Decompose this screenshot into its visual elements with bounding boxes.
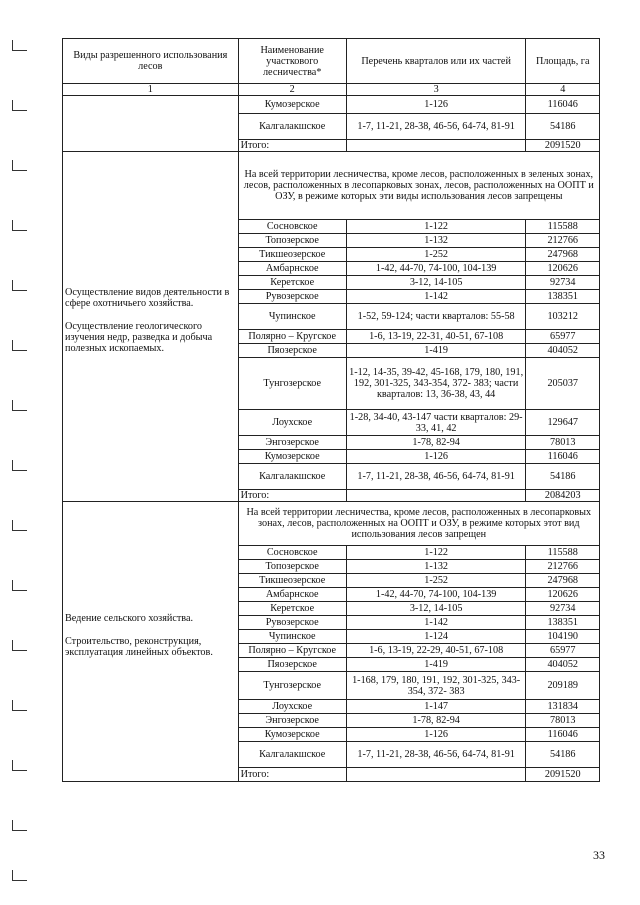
quarters: 1-126 [346, 96, 526, 114]
quarters: 1-132 [346, 560, 526, 574]
margin-mark [12, 580, 27, 591]
area: 115588 [526, 546, 600, 560]
forestry-name: Калгалакшское [238, 114, 346, 140]
quarters: 1-419 [346, 344, 526, 358]
column-number: 3 [346, 84, 526, 96]
area: 116046 [526, 96, 600, 114]
margin-mark [12, 520, 27, 531]
area: 92734 [526, 276, 600, 290]
table-row [63, 96, 600, 114]
use-types-cell [63, 152, 239, 502]
margin-mark [12, 340, 27, 351]
table-row [63, 502, 600, 546]
use-cell-empty [63, 96, 239, 152]
area: 65977 [526, 644, 600, 658]
forestry-name: Калгалакшское [238, 742, 346, 768]
column-number-row [63, 84, 600, 96]
forestry-name: Амбарнское [238, 588, 346, 602]
area: 404052 [526, 658, 600, 672]
quarters: 1-252 [346, 248, 526, 262]
quarters: 1-142 [346, 616, 526, 630]
use-type-text: Строительство, реконструкция, эксплуатация линейных объектов. [65, 636, 213, 658]
area: 54186 [526, 742, 600, 768]
area: 54186 [526, 464, 600, 490]
area: 104190 [526, 630, 600, 644]
quarters: 1-124 [346, 630, 526, 644]
area: 120626 [526, 588, 600, 602]
quarters: 1-168, 179, 180, 191, 192, 301-325, 343-354, 372- 383 [346, 672, 526, 700]
forestry-name: Тикшеозерское [238, 574, 346, 588]
header-quarters: Перечень кварталов или их частей [346, 39, 526, 84]
margin-mark [12, 400, 27, 411]
margin-mark [12, 870, 27, 881]
forestry-name: Кумозерское [238, 728, 346, 742]
forestry-name: Чупинское [238, 304, 346, 330]
column-number: 1 [63, 84, 239, 96]
forestry-name: Лоухское [238, 410, 346, 436]
area: 247968 [526, 248, 600, 262]
use-types-cell [63, 502, 239, 782]
table-row [63, 152, 600, 220]
area: 131834 [526, 700, 600, 714]
forestry-name: Тикшеозерское [238, 248, 346, 262]
area: 116046 [526, 450, 600, 464]
forestry-name: Калгалакшское [238, 464, 346, 490]
forestry-name: Кумозерское [238, 450, 346, 464]
margin-mark [12, 280, 27, 291]
page-number: 33 [593, 848, 605, 862]
area: 138351 [526, 616, 600, 630]
area: 138351 [526, 290, 600, 304]
forestry-name: Керетское [238, 602, 346, 616]
forestry-name: Тунгозерское [238, 358, 346, 410]
area: 212766 [526, 234, 600, 248]
forestry-name: Топозерское [238, 234, 346, 248]
use-type-text: Ведение сельского хозяйства. [65, 613, 194, 624]
header-use-types: Виды разрешенного использования лесов [63, 39, 239, 84]
territory-note: На всей территории лесничества, кроме лесов, расположенных в зеленых зонах, лесов, расположенных в лесопарковых зонах, лесов, расположенных на ООПТ и ОЗУ, в режиме которых эти виды использования лесов запрещены [238, 152, 599, 220]
use-type-text: Осуществление геологического изучения недр, разведка и добыча полезных ископаемых. [65, 321, 213, 354]
forest-use-table [62, 38, 600, 782]
margin-mark [12, 40, 27, 51]
area: 209189 [526, 672, 600, 700]
margin-mark [12, 700, 27, 711]
area: 247968 [526, 574, 600, 588]
use-type-text: Осуществление видов деятельности в сфере охотничьего хозяйства. [65, 287, 230, 309]
quarters: 1-7, 11-21, 28-38, 46-56, 64-74, 81-91 [346, 464, 526, 490]
area: 404052 [526, 344, 600, 358]
empty-cell [346, 768, 526, 782]
quarters: 1-7, 11-21, 28-38, 46-56, 64-74, 81-91 [346, 114, 526, 140]
forestry-name: Пяозерское [238, 658, 346, 672]
forestry-name: Полярно – Кругское [238, 330, 346, 344]
quarters: 1-52, 59-124; части кварталов: 55-58 [346, 304, 526, 330]
area: 116046 [526, 728, 600, 742]
quarters: 1-252 [346, 574, 526, 588]
empty-cell [346, 490, 526, 502]
margin-mark [12, 160, 27, 171]
quarters: 1-42, 44-70, 74-100, 104-139 [346, 588, 526, 602]
total-label: Итого: [238, 768, 346, 782]
forestry-name: Энгозерское [238, 436, 346, 450]
forestry-name: Чупинское [238, 630, 346, 644]
area: 65977 [526, 330, 600, 344]
quarters: 1-28, 34-40, 43-147 части кварталов: 29-33, 41, 42 [346, 410, 526, 436]
forestry-name: Сосновское [238, 220, 346, 234]
quarters: 1-42, 44-70, 74-100, 104-139 [346, 262, 526, 276]
forestry-name: Лоухское [238, 700, 346, 714]
area: 205037 [526, 358, 600, 410]
total-area: 2084203 [526, 490, 600, 502]
forestry-name: Рувозерское [238, 290, 346, 304]
quarters: 1-147 [346, 700, 526, 714]
forestry-name: Топозерское [238, 560, 346, 574]
forestry-name: Пяозерское [238, 344, 346, 358]
column-number: 2 [238, 84, 346, 96]
header-area: Площадь, га [526, 39, 600, 84]
margin-mark [12, 100, 27, 111]
quarters: 1-126 [346, 450, 526, 464]
quarters: 1-126 [346, 728, 526, 742]
header-forestry-name: Наименование участкового лесничества* [238, 39, 346, 84]
total-area: 2091520 [526, 768, 600, 782]
quarters: 3-12, 14-105 [346, 602, 526, 616]
area: 78013 [526, 436, 600, 450]
quarters: 1-122 [346, 546, 526, 560]
quarters: 1-12, 14-35, 39-42, 45-168, 179, 180, 191, 192, 301-325, 343-354, 372- 383; части кварталов: 13, 36-38, 43, 44 [346, 358, 526, 410]
margin-mark [12, 220, 27, 231]
quarters: 1-7, 11-21, 28-38, 46-56, 64-74, 81-91 [346, 742, 526, 768]
quarters: 1-419 [346, 658, 526, 672]
quarters: 1-6, 13-19, 22-31, 40-51, 67-108 [346, 330, 526, 344]
forestry-name: Керетское [238, 276, 346, 290]
forestry-name: Полярно – Кругское [238, 644, 346, 658]
table-header-row [63, 39, 600, 84]
forestry-name: Амбарнское [238, 262, 346, 276]
forestry-name: Тунгозерское [238, 672, 346, 700]
quarters: 1-142 [346, 290, 526, 304]
margin-mark [12, 460, 27, 471]
forestry-name: Рувозерское [238, 616, 346, 630]
area: 103212 [526, 304, 600, 330]
margin-mark [12, 760, 27, 771]
margin-mark [12, 820, 27, 831]
forestry-name: Сосновское [238, 546, 346, 560]
column-number: 4 [526, 84, 600, 96]
total-area: 2091520 [526, 140, 600, 152]
quarters: 1-78, 82-94 [346, 436, 526, 450]
area: 54186 [526, 114, 600, 140]
total-label: Итого: [238, 140, 346, 152]
quarters: 3-12, 14-105 [346, 276, 526, 290]
quarters: 1-122 [346, 220, 526, 234]
total-label: Итого: [238, 490, 346, 502]
empty-cell [346, 140, 526, 152]
forestry-name: Энгозерское [238, 714, 346, 728]
forestry-name: Кумозерское [238, 96, 346, 114]
quarters: 1-78, 82-94 [346, 714, 526, 728]
quarters: 1-132 [346, 234, 526, 248]
area: 120626 [526, 262, 600, 276]
area: 212766 [526, 560, 600, 574]
area: 78013 [526, 714, 600, 728]
area: 92734 [526, 602, 600, 616]
quarters: 1-6, 13-19, 22-29, 40-51, 67-108 [346, 644, 526, 658]
margin-mark [12, 640, 27, 651]
territory-note: На всей территории лесничества, кроме лесов, расположенных в лесопарковых зонах, лесов, расположенных на ООПТ и ОЗУ, в режиме которых этот вид использования лесов запрещен [238, 502, 599, 546]
area: 129647 [526, 410, 600, 436]
area: 115588 [526, 220, 600, 234]
